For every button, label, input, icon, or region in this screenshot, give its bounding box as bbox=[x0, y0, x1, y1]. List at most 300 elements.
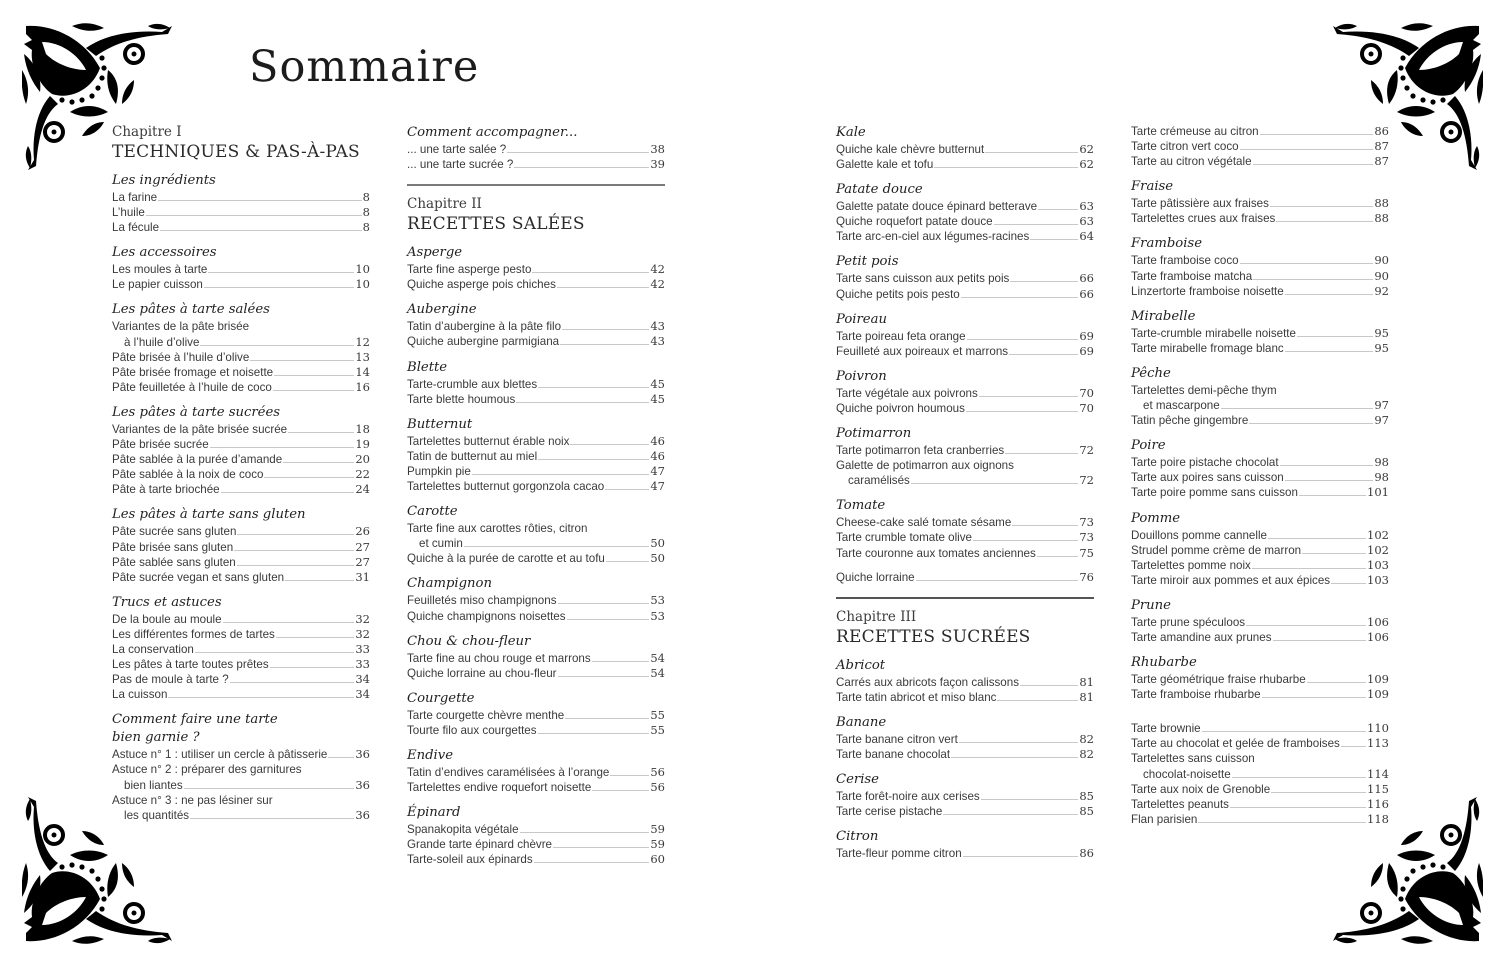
toc-entry[interactable] bbox=[407, 319, 665, 334]
toc-entry[interactable] bbox=[407, 666, 665, 681]
page-number: 88 bbox=[1374, 196, 1389, 211]
entry-line bbox=[836, 530, 1094, 545]
toc-section bbox=[407, 503, 665, 566]
toc-entry[interactable] bbox=[112, 555, 370, 570]
dot-leader bbox=[464, 546, 650, 547]
dot-leader bbox=[1038, 209, 1078, 210]
toc-entry[interactable] bbox=[112, 262, 370, 277]
section-title[interactable]: Comment accompagner... bbox=[407, 125, 578, 140]
toc-entry[interactable] bbox=[1131, 211, 1389, 226]
toc-section bbox=[1131, 437, 1389, 500]
entry-line bbox=[407, 765, 665, 780]
entry-title: Pâte feuilletée à l’huile de coco bbox=[112, 380, 272, 394]
page-number: 16 bbox=[355, 379, 370, 394]
section-title[interactable]: Rhubarbe bbox=[1131, 655, 1197, 671]
toc-entry[interactable] bbox=[1131, 558, 1389, 573]
toc-entry[interactable] bbox=[112, 190, 370, 205]
entry-title: Feuilletés miso champignons bbox=[407, 594, 557, 608]
toc-entry[interactable] bbox=[407, 434, 665, 449]
toc-section bbox=[836, 771, 1094, 819]
toc-entry[interactable] bbox=[407, 334, 665, 349]
toc-entry[interactable] bbox=[1131, 196, 1389, 211]
dot-leader bbox=[1202, 731, 1366, 732]
toc-section bbox=[1131, 308, 1389, 356]
toc-entry[interactable] bbox=[836, 546, 1094, 561]
entry-line bbox=[407, 723, 665, 738]
entry-title: Pâte à tarte briochée bbox=[112, 483, 220, 497]
toc-entry[interactable] bbox=[1131, 485, 1389, 500]
entry-title: Pâte sucrée sans gluten bbox=[112, 525, 237, 539]
chapter-title[interactable]: TECHNIQUES & PAS-À-PAS bbox=[112, 142, 360, 162]
toc-entry[interactable] bbox=[112, 350, 370, 365]
toc-entry[interactable] bbox=[1131, 797, 1389, 812]
dot-leader bbox=[538, 733, 650, 734]
entry-title: Quiche roquefort patate douce bbox=[836, 215, 993, 229]
entry-line bbox=[836, 214, 1094, 229]
toc-entry[interactable] bbox=[112, 642, 370, 657]
entry-title: Tarte banane chocolat bbox=[836, 747, 951, 761]
toc-entry[interactable] bbox=[836, 732, 1094, 747]
page-number: 45 bbox=[650, 376, 665, 391]
page-number: 73 bbox=[1079, 530, 1094, 545]
toc-entry[interactable] bbox=[1131, 341, 1389, 356]
toc-entry[interactable] bbox=[407, 277, 665, 292]
toc-entry[interactable] bbox=[836, 690, 1094, 705]
dot-leader bbox=[966, 411, 1078, 412]
entry-title: Les différentes formes de tartes bbox=[112, 627, 275, 641]
entry-line bbox=[112, 555, 370, 570]
toc-section bbox=[1131, 178, 1389, 226]
page-number: 27 bbox=[355, 554, 370, 569]
toc-entry[interactable] bbox=[836, 570, 1094, 585]
section-title[interactable]: Comment faire une tarte bbox=[112, 712, 278, 728]
dot-leader bbox=[250, 360, 354, 361]
toc-section bbox=[1131, 235, 1389, 298]
dot-leader bbox=[538, 459, 649, 460]
page-number: 19 bbox=[355, 437, 370, 452]
page-number: 50 bbox=[650, 551, 665, 566]
entry-title: L’huile bbox=[112, 206, 145, 220]
page-number: 113 bbox=[1367, 736, 1389, 751]
toc-entry[interactable] bbox=[112, 612, 370, 627]
toc-entry[interactable] bbox=[407, 780, 665, 795]
toc-entry[interactable] bbox=[112, 277, 370, 292]
toc-entry[interactable] bbox=[1131, 721, 1389, 736]
entry-title: Tarte au citron végétale bbox=[1131, 155, 1252, 169]
entry-title: Tarte arc-en-ciel aux légumes-racines bbox=[836, 230, 1030, 244]
toc-entry[interactable] bbox=[1131, 269, 1389, 284]
page-number: 86 bbox=[1079, 846, 1094, 861]
entry-line bbox=[112, 570, 370, 585]
page-number: 88 bbox=[1374, 211, 1389, 226]
toc-entry[interactable] bbox=[836, 157, 1094, 172]
toc-entry[interactable] bbox=[407, 142, 665, 157]
page-number: 22 bbox=[355, 467, 370, 482]
toc-section bbox=[407, 747, 665, 795]
section-title[interactable]: Framboise bbox=[1131, 236, 1202, 252]
dot-leader bbox=[1271, 792, 1366, 793]
dot-leader bbox=[967, 339, 1079, 340]
entry-line bbox=[1131, 413, 1389, 428]
entry-title: Tarte framboise rhubarbe bbox=[1131, 688, 1261, 702]
toc-entry[interactable] bbox=[1131, 751, 1389, 781]
page-number: 46 bbox=[650, 448, 665, 463]
entry-line bbox=[407, 319, 665, 334]
chapter-label: Chapitre I bbox=[112, 124, 182, 140]
toc-entry[interactable] bbox=[836, 271, 1094, 286]
entry-title: bien liantes bbox=[124, 778, 183, 792]
entry-title: Le papier cuisson bbox=[112, 278, 203, 292]
section-title[interactable]: Kale bbox=[836, 125, 866, 140]
entry-line bbox=[407, 142, 665, 157]
chapter-title[interactable]: RECETTES SALÉES bbox=[407, 214, 585, 235]
entry-line bbox=[1131, 736, 1389, 751]
toc-entry[interactable] bbox=[1131, 124, 1389, 139]
section-title[interactable]: Butternut bbox=[407, 416, 473, 432]
entry-line bbox=[1131, 812, 1389, 827]
entry-line bbox=[407, 262, 665, 277]
toc-entry[interactable] bbox=[112, 482, 370, 497]
toc-entry[interactable] bbox=[112, 627, 370, 642]
page-number: 42 bbox=[650, 262, 665, 277]
entry-line bbox=[407, 780, 665, 795]
toc-entry[interactable] bbox=[1131, 782, 1389, 797]
toc-entry[interactable] bbox=[112, 467, 370, 482]
section-title[interactable]: Trucs et astuces bbox=[112, 594, 222, 610]
page-number: 110 bbox=[1367, 721, 1389, 736]
chapter-title[interactable]: RECETTES SUCRÉES bbox=[836, 626, 1031, 647]
section-title[interactable]: Poivron bbox=[836, 368, 887, 384]
toc-entry[interactable] bbox=[836, 804, 1094, 819]
toc-entry[interactable] bbox=[407, 852, 665, 867]
entry-line bbox=[112, 380, 370, 395]
toc-entry[interactable] bbox=[407, 765, 665, 780]
toc-entry[interactable] bbox=[1131, 383, 1389, 413]
section-title[interactable]: Citron bbox=[836, 829, 879, 845]
toc-column-2 bbox=[407, 124, 665, 867]
section-title[interactable]: Poire bbox=[1131, 438, 1166, 454]
toc-section bbox=[407, 416, 665, 494]
section-title[interactable]: Mirabelle bbox=[1131, 308, 1196, 324]
toc-entry[interactable] bbox=[836, 329, 1094, 344]
section-title[interactable]: Les ingrédients bbox=[112, 173, 216, 188]
toc-entry[interactable] bbox=[836, 789, 1094, 804]
entry-title: Tarte citron vert coco bbox=[1131, 140, 1239, 154]
toc-entry[interactable] bbox=[407, 479, 665, 494]
entry-line bbox=[836, 401, 1094, 416]
toc-entry[interactable] bbox=[1131, 543, 1389, 558]
dot-leader bbox=[1341, 746, 1366, 747]
toc-entry[interactable] bbox=[112, 452, 370, 467]
entry-title: Tarte courgette chèvre menthe bbox=[407, 708, 565, 722]
toc-entry[interactable] bbox=[1131, 573, 1389, 588]
toc-entry[interactable] bbox=[407, 837, 665, 852]
entry-line bbox=[407, 708, 665, 723]
toc-entry[interactable] bbox=[407, 392, 665, 407]
section-title[interactable]: Endive bbox=[407, 747, 454, 763]
entry-line bbox=[836, 846, 1094, 861]
section-title[interactable]: Potimarron bbox=[836, 426, 912, 442]
toc-section bbox=[1131, 124, 1389, 169]
entry-line bbox=[1131, 558, 1389, 573]
page-number: 56 bbox=[650, 780, 665, 795]
dot-leader bbox=[204, 287, 354, 288]
toc-entry[interactable] bbox=[112, 672, 370, 687]
entry-title: Strudel pomme crème de marron bbox=[1131, 543, 1302, 557]
toc-entry[interactable] bbox=[407, 723, 665, 738]
toc-entry[interactable] bbox=[1131, 630, 1389, 645]
toc-entry[interactable] bbox=[407, 464, 665, 479]
entry-title: Tatin d’endives caramélisées à l’orange bbox=[407, 765, 610, 779]
section-title[interactable]: Abricot bbox=[836, 657, 886, 673]
dot-leader bbox=[270, 667, 355, 668]
toc-entry[interactable] bbox=[407, 593, 665, 608]
toc-entry[interactable] bbox=[112, 687, 370, 702]
page-number: 109 bbox=[1367, 672, 1389, 687]
section-title[interactable]: Les pâtes à tarte salées bbox=[112, 302, 270, 318]
toc-entry[interactable] bbox=[836, 530, 1094, 545]
toc-entry[interactable] bbox=[836, 515, 1094, 530]
toc-entry[interactable] bbox=[1131, 139, 1389, 154]
entry-title: Tarte aux poires sans cuisson bbox=[1131, 471, 1284, 485]
entry-title: Tarte pâtissière aux fraises bbox=[1131, 197, 1269, 211]
entry-title: Tarte brownie bbox=[1131, 722, 1201, 736]
section-title[interactable]: Cerise bbox=[836, 772, 879, 788]
entry-line bbox=[1131, 139, 1389, 154]
dot-leader bbox=[592, 661, 650, 662]
toc-entry[interactable] bbox=[407, 377, 665, 392]
entry-title-line1: Astuce n° 2 : préparer des garnitures bbox=[112, 763, 302, 777]
chapter-heading bbox=[836, 609, 1094, 648]
toc-section bbox=[836, 311, 1094, 359]
toc-entry[interactable] bbox=[836, 846, 1094, 861]
toc-entry[interactable] bbox=[836, 675, 1094, 690]
section-title-line2[interactable]: bien garnie ? bbox=[112, 730, 200, 746]
section-title[interactable]: Champignon bbox=[407, 576, 492, 592]
dot-leader bbox=[1037, 556, 1079, 557]
page-number: 98 bbox=[1374, 455, 1389, 470]
dot-leader bbox=[1232, 777, 1366, 778]
entry-line bbox=[407, 277, 665, 292]
entry-line bbox=[836, 157, 1094, 172]
section-title[interactable]: Chou & chou-fleur bbox=[407, 633, 531, 649]
section-title[interactable]: Les accessoires bbox=[112, 245, 217, 261]
toc-entry[interactable] bbox=[112, 657, 370, 672]
section-title[interactable]: Asperge bbox=[407, 245, 463, 261]
entry-title: Tarte framboise matcha bbox=[1131, 269, 1253, 283]
toc-entry[interactable] bbox=[836, 458, 1094, 488]
toc-entry[interactable] bbox=[112, 380, 370, 395]
toc-entry[interactable] bbox=[1131, 253, 1389, 268]
entry-title: Tarte couronne aux tomates anciennes bbox=[836, 546, 1036, 560]
toc-entry[interactable] bbox=[407, 449, 665, 464]
toc-entry[interactable] bbox=[1131, 154, 1389, 169]
toc-entry[interactable] bbox=[1131, 687, 1389, 702]
section-title[interactable]: Aubergine bbox=[407, 302, 477, 318]
toc-entry[interactable] bbox=[836, 199, 1094, 214]
entry-title: les quantités bbox=[124, 808, 190, 822]
section-title[interactable]: Épinard bbox=[407, 805, 461, 821]
section-title[interactable]: Banane bbox=[836, 714, 887, 730]
toc-entry[interactable] bbox=[407, 262, 665, 277]
entry-line bbox=[112, 277, 370, 292]
toc-entry[interactable] bbox=[1131, 528, 1389, 543]
section-title[interactable]: Prune bbox=[1131, 597, 1171, 613]
toc-entry[interactable] bbox=[112, 205, 370, 220]
toc-entry[interactable] bbox=[836, 214, 1094, 229]
entry-line bbox=[407, 551, 665, 566]
toc-entry[interactable] bbox=[407, 651, 665, 666]
section-title[interactable]: Poireau bbox=[836, 311, 887, 327]
entry-title: Grande tarte épinard chèvre bbox=[407, 838, 553, 852]
toc-column-4 bbox=[1131, 124, 1389, 827]
toc-entry[interactable] bbox=[112, 793, 370, 823]
section-title[interactable]: Fraise bbox=[1131, 179, 1174, 195]
toc-entry[interactable] bbox=[1131, 736, 1389, 751]
page-number: 43 bbox=[650, 319, 665, 334]
toc-section bbox=[1131, 365, 1389, 428]
toc-entry[interactable] bbox=[1131, 284, 1389, 299]
section-title[interactable]: Blette bbox=[407, 359, 448, 375]
toc-entry[interactable] bbox=[407, 521, 665, 551]
entry-line bbox=[836, 789, 1094, 804]
toc-section bbox=[836, 124, 1094, 172]
dot-leader bbox=[1253, 279, 1373, 280]
dot-leader bbox=[160, 230, 362, 231]
page-number: 45 bbox=[650, 391, 665, 406]
entry-line bbox=[407, 449, 665, 464]
toc-section bbox=[407, 804, 665, 867]
toc-entry[interactable] bbox=[407, 551, 665, 566]
toc-entry[interactable] bbox=[112, 570, 370, 585]
toc-entry[interactable] bbox=[1131, 470, 1389, 485]
entry-line bbox=[407, 377, 665, 392]
dot-leader bbox=[1276, 221, 1373, 222]
dot-leader bbox=[532, 272, 649, 273]
toc-entry[interactable] bbox=[112, 524, 370, 539]
dot-leader bbox=[1005, 453, 1078, 454]
dot-leader bbox=[951, 757, 1078, 758]
toc-entry[interactable] bbox=[836, 747, 1094, 762]
toc-entry[interactable] bbox=[112, 319, 370, 349]
page-number: 38 bbox=[650, 142, 665, 156]
entry-line bbox=[1131, 124, 1389, 139]
section-title[interactable]: Pêche bbox=[1131, 365, 1171, 381]
dot-leader bbox=[146, 215, 362, 216]
toc-entry[interactable] bbox=[407, 609, 665, 624]
toc-entry[interactable] bbox=[112, 762, 370, 792]
page-number: 118 bbox=[1367, 811, 1389, 826]
toc-entry[interactable] bbox=[1131, 615, 1389, 630]
toc-entry[interactable] bbox=[836, 443, 1094, 458]
entry-title: Quiche kale chèvre butternut bbox=[836, 143, 985, 156]
section-title[interactable]: Les pâtes à tarte sans gluten bbox=[112, 507, 306, 523]
page-number: 33 bbox=[355, 657, 370, 672]
toc-entry[interactable] bbox=[836, 142, 1094, 157]
page-number: 103 bbox=[1367, 572, 1389, 587]
toc-entry[interactable] bbox=[112, 747, 370, 762]
page-number: 39 bbox=[650, 157, 665, 172]
page-number: 81 bbox=[1079, 689, 1094, 704]
dot-leader bbox=[558, 603, 650, 604]
toc-entry[interactable] bbox=[407, 822, 665, 837]
entry-line bbox=[1131, 721, 1389, 736]
toc-entry[interactable] bbox=[112, 365, 370, 380]
toc-entry[interactable] bbox=[836, 344, 1094, 359]
toc-entry[interactable] bbox=[112, 422, 370, 437]
entry-title: Tartelettes butternut érable noix bbox=[407, 434, 570, 448]
toc-entry[interactable] bbox=[836, 386, 1094, 401]
dot-leader bbox=[184, 788, 355, 789]
page-number: 36 bbox=[355, 777, 370, 792]
toc-entry[interactable] bbox=[1131, 812, 1389, 827]
page-number: 87 bbox=[1374, 154, 1389, 169]
section-title[interactable]: Courgette bbox=[407, 690, 475, 706]
page-number: 73 bbox=[1079, 515, 1094, 530]
entry-title: Linzertorte framboise noisette bbox=[1131, 284, 1284, 298]
entry-title: La fécule bbox=[112, 221, 160, 235]
toc-entry[interactable] bbox=[836, 229, 1094, 244]
entry-title-line1: Galette de potimarron aux oignons bbox=[836, 459, 1014, 473]
entry-title: Variantes de la pâte brisée sucrée bbox=[112, 422, 288, 436]
toc-section bbox=[836, 657, 1094, 705]
page-number: 97 bbox=[1374, 398, 1389, 413]
dot-leader bbox=[1246, 625, 1366, 626]
toc-entry[interactable] bbox=[836, 287, 1094, 302]
dot-leader bbox=[210, 447, 355, 448]
toc-entry[interactable] bbox=[1131, 672, 1389, 687]
toc-entry[interactable] bbox=[836, 401, 1094, 416]
page-number: 47 bbox=[650, 479, 665, 494]
section-title[interactable]: Les pâtes à tarte sucrées bbox=[112, 404, 281, 420]
entry-line bbox=[112, 335, 370, 350]
dot-leader bbox=[1240, 149, 1374, 150]
dot-leader bbox=[916, 580, 1079, 581]
entry-line bbox=[1131, 767, 1389, 782]
toc-entry[interactable] bbox=[407, 708, 665, 723]
entry-line bbox=[1131, 797, 1389, 812]
entry-line bbox=[836, 690, 1094, 705]
section-title[interactable]: Tomate bbox=[836, 498, 886, 514]
toc-entry[interactable] bbox=[1131, 413, 1389, 428]
toc-entry[interactable] bbox=[407, 157, 665, 172]
entry-title: Pas de moule à tarte ? bbox=[112, 673, 229, 687]
entry-title: Galette kale et tofu bbox=[836, 158, 934, 172]
section-title[interactable]: Pomme bbox=[1131, 510, 1181, 526]
section-title[interactable]: Patate douce bbox=[836, 182, 923, 198]
toc-section bbox=[836, 425, 1094, 488]
page-number: 98 bbox=[1374, 470, 1389, 485]
entry-title: et cumin bbox=[419, 537, 463, 551]
dot-leader bbox=[538, 387, 649, 388]
section-title[interactable]: Petit pois bbox=[836, 254, 899, 270]
page-number: 32 bbox=[355, 611, 370, 626]
section-title[interactable]: Carotte bbox=[407, 504, 458, 520]
chapter-heading bbox=[112, 124, 370, 163]
dot-leader bbox=[1221, 408, 1374, 409]
entry-title: Pâte sablée à la noix de coco bbox=[112, 468, 264, 482]
entry-title: chocolat-noisette bbox=[1143, 767, 1231, 781]
toc-entry[interactable] bbox=[1131, 455, 1389, 470]
page-number: 72 bbox=[1079, 473, 1094, 488]
toc-entry[interactable] bbox=[112, 437, 370, 452]
toc-entry[interactable] bbox=[112, 540, 370, 555]
toc-entry[interactable] bbox=[112, 220, 370, 235]
dot-leader bbox=[567, 619, 650, 620]
toc-entry[interactable] bbox=[1131, 326, 1389, 341]
entry-line bbox=[836, 515, 1094, 530]
page-number: 56 bbox=[650, 764, 665, 779]
